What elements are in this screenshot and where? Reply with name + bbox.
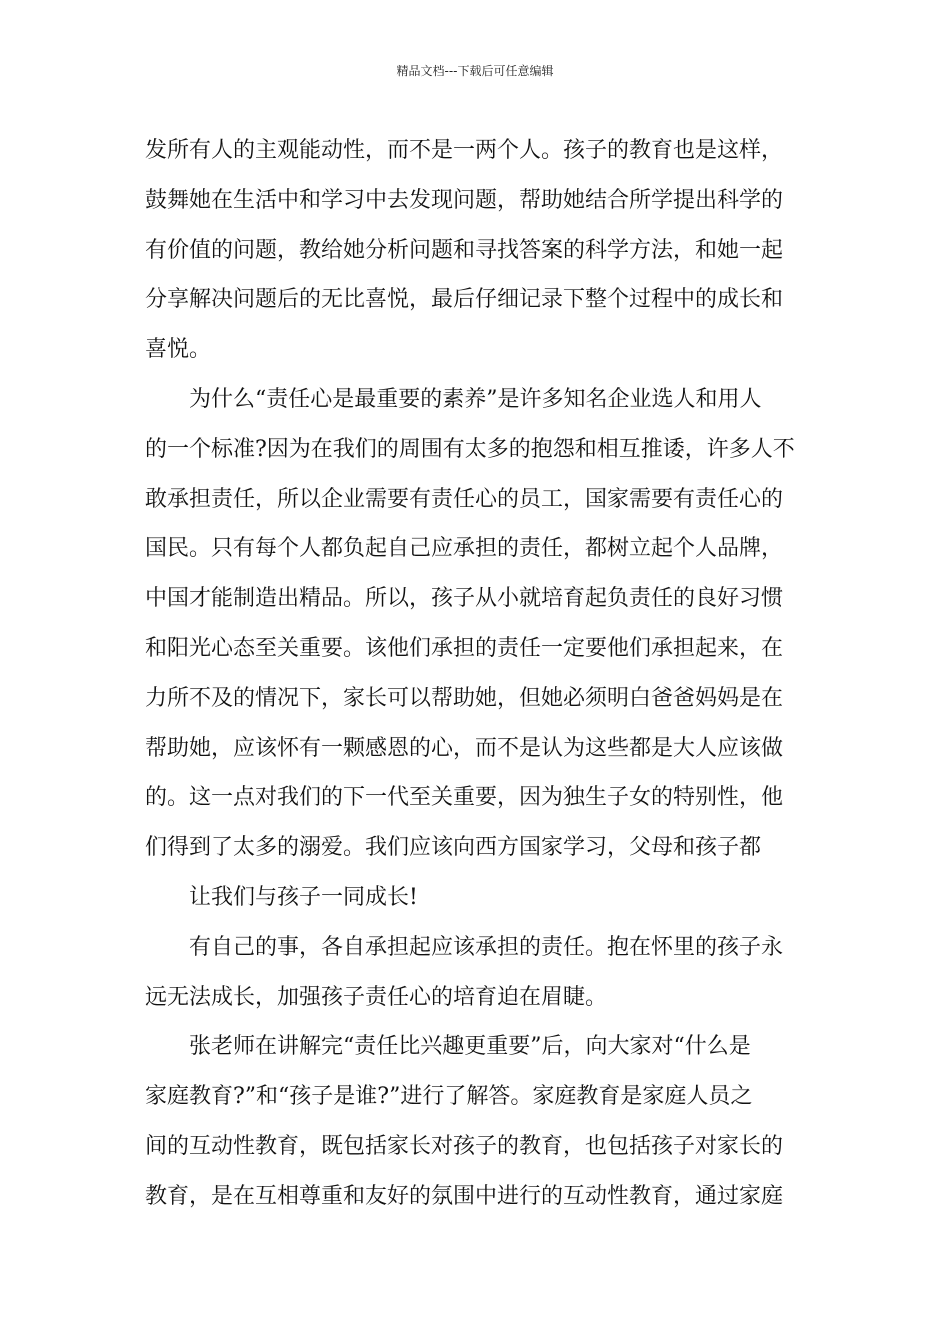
text-line: 分享解决问题后的无比喜悦，最后仔细记录下整个过程中的成长和 xyxy=(145,287,784,313)
text-line: 为什么“责任心是最重要的素养”是许多知名企业选人和用人 xyxy=(189,386,762,412)
text-line: 间的互动性教育，既包括家长对孩子的教育，也包括孩子对家长的 xyxy=(145,1133,784,1159)
text-line: 发所有人的主观能动性，而不是一两个人。孩子的教育也是这样， xyxy=(145,138,784,163)
text-line: 国民。只有每个人都负起自己应承担的责任，都树立起个人品牌， xyxy=(145,536,784,562)
text-line: 敢承担责任，所以企业需要有责任心的员工，国家需要有责任心的 xyxy=(145,486,784,512)
text-line: 让我们与孩子一同成长! xyxy=(189,884,418,910)
text-line: 有自己的事，各自承担起应该承担的责任。抱在怀里的孩子永 xyxy=(189,934,784,960)
text-line: 和阳光心态至关重要。该他们承担的责任一定要他们承担起来，在 xyxy=(145,635,784,661)
text-line: 中国才能制造出精品。所以，孩子从小就培育起负责任的良好习惯 xyxy=(145,586,784,612)
text-line: 的一个标准?因为在我们的周围有太多的抱怨和相互推诿，许多人不 xyxy=(145,436,795,462)
text-line: 帮助她，应该怀有一颗感恩的心，而不是认为这些都是大人应该做 xyxy=(145,735,784,761)
text-line: 远无法成长，加强孩子责任心的培育迫在眉睫。 xyxy=(145,984,608,1010)
text-line: 喜悦。 xyxy=(145,337,212,363)
page-header: 精品文档---下载后可任意编辑 xyxy=(396,64,554,78)
text-line: 力所不及的情况下，家长可以帮助她，但她必须明白爸爸妈妈是在 xyxy=(145,685,784,711)
document-body xyxy=(145,126,809,1222)
text-line: 们得到了太多的溺爱。我们应该向西方国家学习，父母和孩子都 xyxy=(145,835,762,861)
text-line: 张老师在讲解完“责任比兴趣更重要”后，向大家对“什么是 xyxy=(189,1034,751,1060)
text-line: 家庭教育?”和“孩子是谁?”进行了解答。家庭教育是家庭人员之 xyxy=(145,1084,753,1110)
text-line: 鼓舞她在生活中和学习中去发现问题，帮助她结合所学提出科学的 xyxy=(145,187,784,213)
text-line: 有价值的问题，教给她分析问题和寻找答案的科学方法，和她一起 xyxy=(145,237,784,263)
text-line: 教育，是在互相尊重和友好的氛围中进行的互动性教育，通过家庭 xyxy=(145,1183,784,1209)
text-line: 的。这一点对我们的下一代至关重要，因为独生子女的特别性，他 xyxy=(145,785,784,811)
